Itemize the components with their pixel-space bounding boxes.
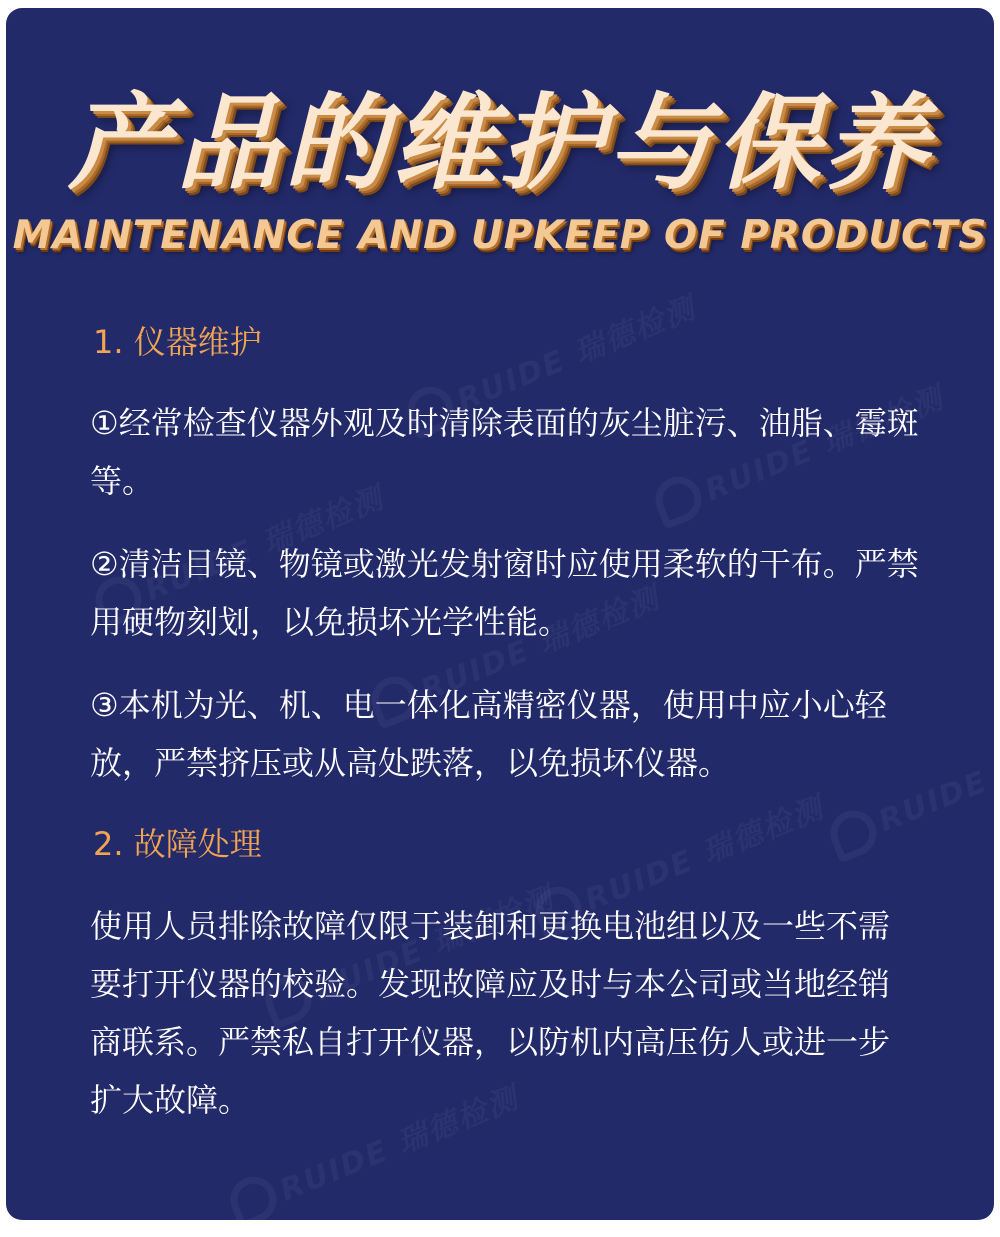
section-paragraph: ②清洁目镜、物镜或激光发射窗时应使用柔软的干布。严禁用硬物刻划，以免损坏光学性能。 (90, 545, 919, 641)
section-heading-instrument-maintenance: 1. 仪器维护 (93, 323, 262, 361)
watermark-brand-cn (569, 291, 701, 371)
logo-d-icon (823, 804, 883, 864)
page-title: 产品的维护与保养 (67, 82, 932, 204)
page-subtitle-en: MAINTENANCE AND UPKEEP OF PRODUCTS (12, 213, 988, 258)
section-heading-troubleshooting: 2. 故障处理 (93, 825, 262, 863)
section-paragraph: 使用人员排除故障仅限于装卸和更换电池组以及一些不需要打开仪器的校验。发现故障应及时与本公司或当地经销商联系。严禁私自打开仪器，以防机内高压伤人或进一步扩大故障。 (90, 907, 891, 1119)
watermark-brand (275, 1133, 394, 1208)
section-paragraph: ③本机为光、机、电一体化高精密仪器，使用中应小心轻放，严禁挤压或从高处跌落，以免损坏仪器。 (90, 686, 887, 782)
logo-d-icon (224, 1170, 284, 1220)
watermark-brand-cn (697, 791, 829, 871)
section-paragraph: ①经常检查仪器外观及时清除表面的灰尘脏污、油脂、霉斑等。 (90, 404, 919, 500)
